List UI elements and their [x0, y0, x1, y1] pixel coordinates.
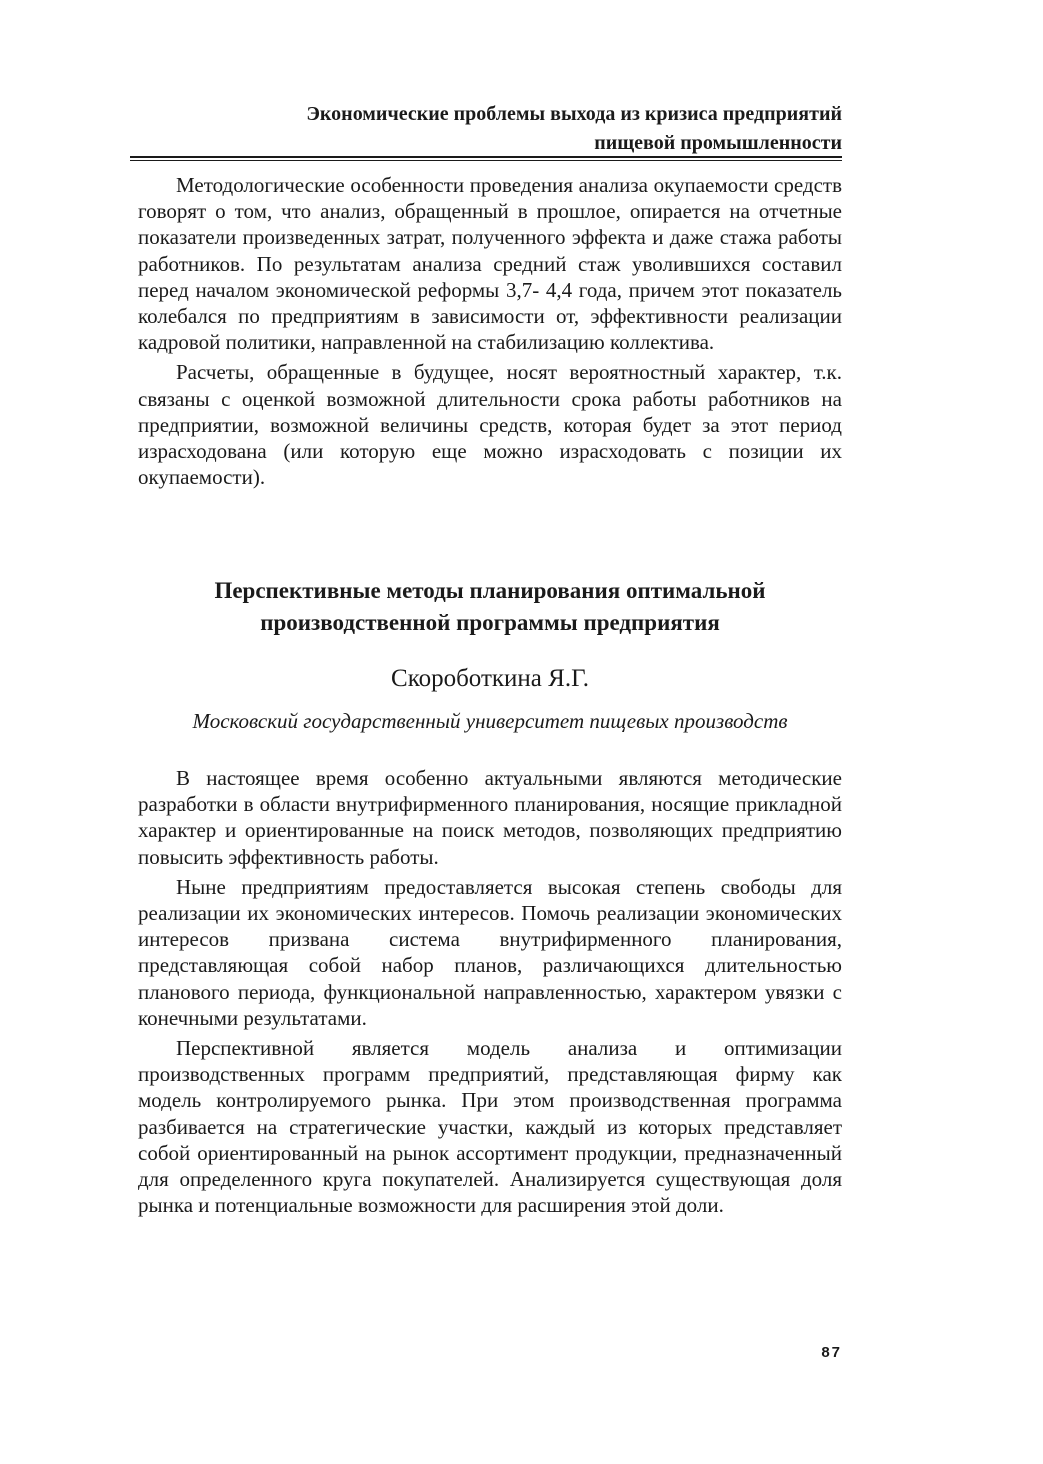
running-header	[130, 100, 842, 158]
article-title-line-2: производственной программы предприятия	[260, 610, 720, 635]
running-header-line-1: Экономические проблемы выхода из кризиса предприятий	[306, 103, 842, 125]
header-rule-secondary	[130, 160, 842, 161]
article-paragraph-3: Перспективной является модель анализа и оптимизации производственных программ предприятий, представляющая фирму как модель контролируемого рынка. При этом производственная программа разбивается на стратегические участки, каждый из которых представляет собой ориентированный на рынок ассортимент продукции, предназначенный для определенного круга покупателей. Анализируется существующая доля рынка и потенциальные возможности для расширения этой доли.	[138, 1036, 842, 1218]
article-title	[138, 575, 842, 639]
intro-paragraph-1: Методологические особенности проведения анализа окупаемости средств говорят о том, что анализ, обращенный в прошлое, опирается на отчетные показатели произведенных затрат, полученного эффекта и даже стажа работы работников. По результатам анализа средний стаж уволившихся составил перед началом экономической реформы 3,7- 4,4 года, причем этот показатель колебался по предприятиям в зависимости от, эффективности реализации кадровой политики, направленной на стабилизацию коллектива.	[138, 173, 842, 355]
article-body	[138, 765, 842, 1218]
intro-paragraph-2: Расчеты, обращенные в будущее, носят вероятностный характер, т.к. связаны с оценкой возможной длительности срока работы работников на предприятии, возможной величины средств, которая будет за этот период израсходована (или которую еще можно израсходовать с позиции их окупаемости).	[138, 360, 842, 490]
article-paragraph-2: Ныне предприятиям предоставляется высокая степень свободы для реализации их экономических интересов. Помочь реализации экономических интересов призвана система внутрифирменного планирования, представляющая собой набор планов, различающихся длительностью планового периода, функциональной направленностью, характером увязки с конечными результатами.	[138, 874, 842, 1030]
article-author: Скороботкина Я.Г.	[391, 665, 589, 692]
article-title-line-1: Перспективные методы планирования оптимальной	[214, 578, 766, 603]
article-paragraph-1: В настоящее время особенно актуальными являются методические разработки в области внутрифирменного планирования, носящие прикладной характер и ориентированные на поиск методов, позволяющих предприятию повысить эффективность работы.	[138, 766, 842, 869]
article-affiliation: Московский государственный университет пищевых производств	[192, 709, 788, 733]
running-header-line-2: пищевой промышленности	[594, 132, 842, 154]
page-number: 87	[821, 1344, 842, 1361]
header-rule	[130, 156, 842, 158]
intro-text	[138, 172, 842, 490]
